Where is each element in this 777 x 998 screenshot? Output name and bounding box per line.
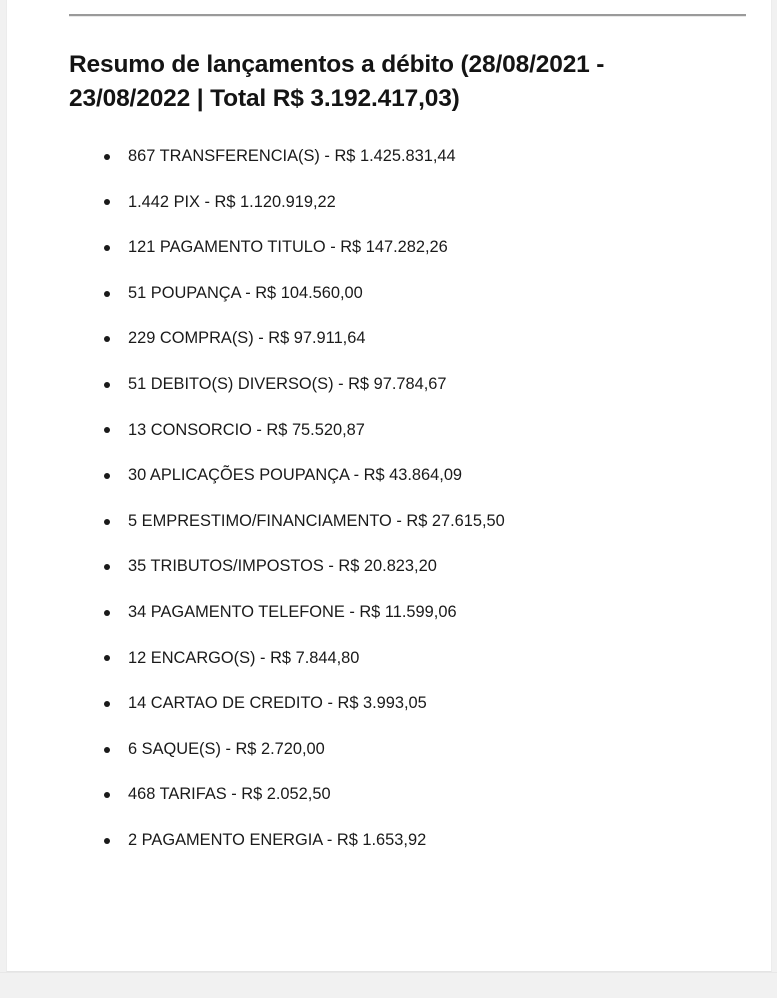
debit-summary-list [63,134,753,864]
list-item [63,453,753,499]
list-item [63,408,753,454]
bullet-icon [104,655,110,661]
list-item [63,362,753,408]
bullet-icon [104,701,110,707]
list-item-label: 14 CARTAO DE CREDITO - R$ 3.993,05 [128,694,427,713]
bullet-icon [104,199,110,205]
document-content [63,48,753,849]
bullet-icon [104,838,110,844]
list-item [63,499,753,545]
bullet-icon [104,747,110,753]
page-title: Resumo de lançamentos a débito (28/08/2021 - 23/08/2022 | Total R$ 3.192.417,03) [69,51,605,112]
list-item-label: 121 PAGAMENTO TITULO - R$ 147.282,26 [128,238,448,257]
list-item-label: 51 POUPANÇA - R$ 104.560,00 [128,283,363,302]
list-item-label: 13 CONSORCIO - R$ 75.520,87 [128,420,365,439]
list-item-label: 35 TRIBUTOS/IMPOSTOS - R$ 20.823,20 [128,557,437,576]
list-item-label: 30 APLICAÇÕES POUPANÇA - R$ 43.864,09 [128,466,463,485]
list-item [63,772,753,818]
bullet-icon [104,792,110,798]
list-item-label: 2 PAGAMENTO ENERGIA - R$ 1.653,92 [128,830,427,849]
list-item [63,271,753,317]
list-item [63,636,753,682]
page-bottom-edge [0,972,777,998]
document-page [6,0,772,972]
list-item [63,134,753,180]
bullet-icon [104,245,110,251]
bullet-icon [104,336,110,342]
list-item [63,590,753,636]
list-item [63,544,753,590]
list-item-label: 1.442 PIX - R$ 1.120.919,22 [128,192,336,211]
bullet-icon [104,564,110,570]
list-item [63,316,753,362]
list-item-label: 34 PAGAMENTO TELEFONE - R$ 11.599,06 [128,602,457,621]
list-item [63,681,753,727]
list-item [63,818,753,864]
list-item-label: 229 COMPRA(S) - R$ 97.911,64 [128,329,366,348]
bullet-icon [104,610,110,616]
list-item-label: 468 TARIFAS - R$ 2.052,50 [128,785,331,804]
list-item-label: 5 EMPRESTIMO/FINANCIAMENTO - R$ 27.615,50 [128,511,505,530]
bullet-icon [104,382,110,388]
list-item-label: 6 SAQUE(S) - R$ 2.720,00 [128,739,325,758]
list-item-label: 867 TRANSFERENCIA(S) - R$ 1.425.831,44 [128,147,456,165]
list-item [63,727,753,773]
bullet-icon [104,291,110,297]
bullet-icon [104,519,110,525]
horizontal-rule-divider [69,14,746,17]
list-item [63,180,753,226]
list-item-label: 51 DEBITO(S) DIVERSO(S) - R$ 97.784,67 [128,374,447,393]
bullet-icon [104,154,110,160]
list-item [63,225,753,271]
bullet-icon [104,427,110,433]
list-item-label: 12 ENCARGO(S) - R$ 7.844,80 [128,648,360,667]
bullet-icon [104,473,110,479]
